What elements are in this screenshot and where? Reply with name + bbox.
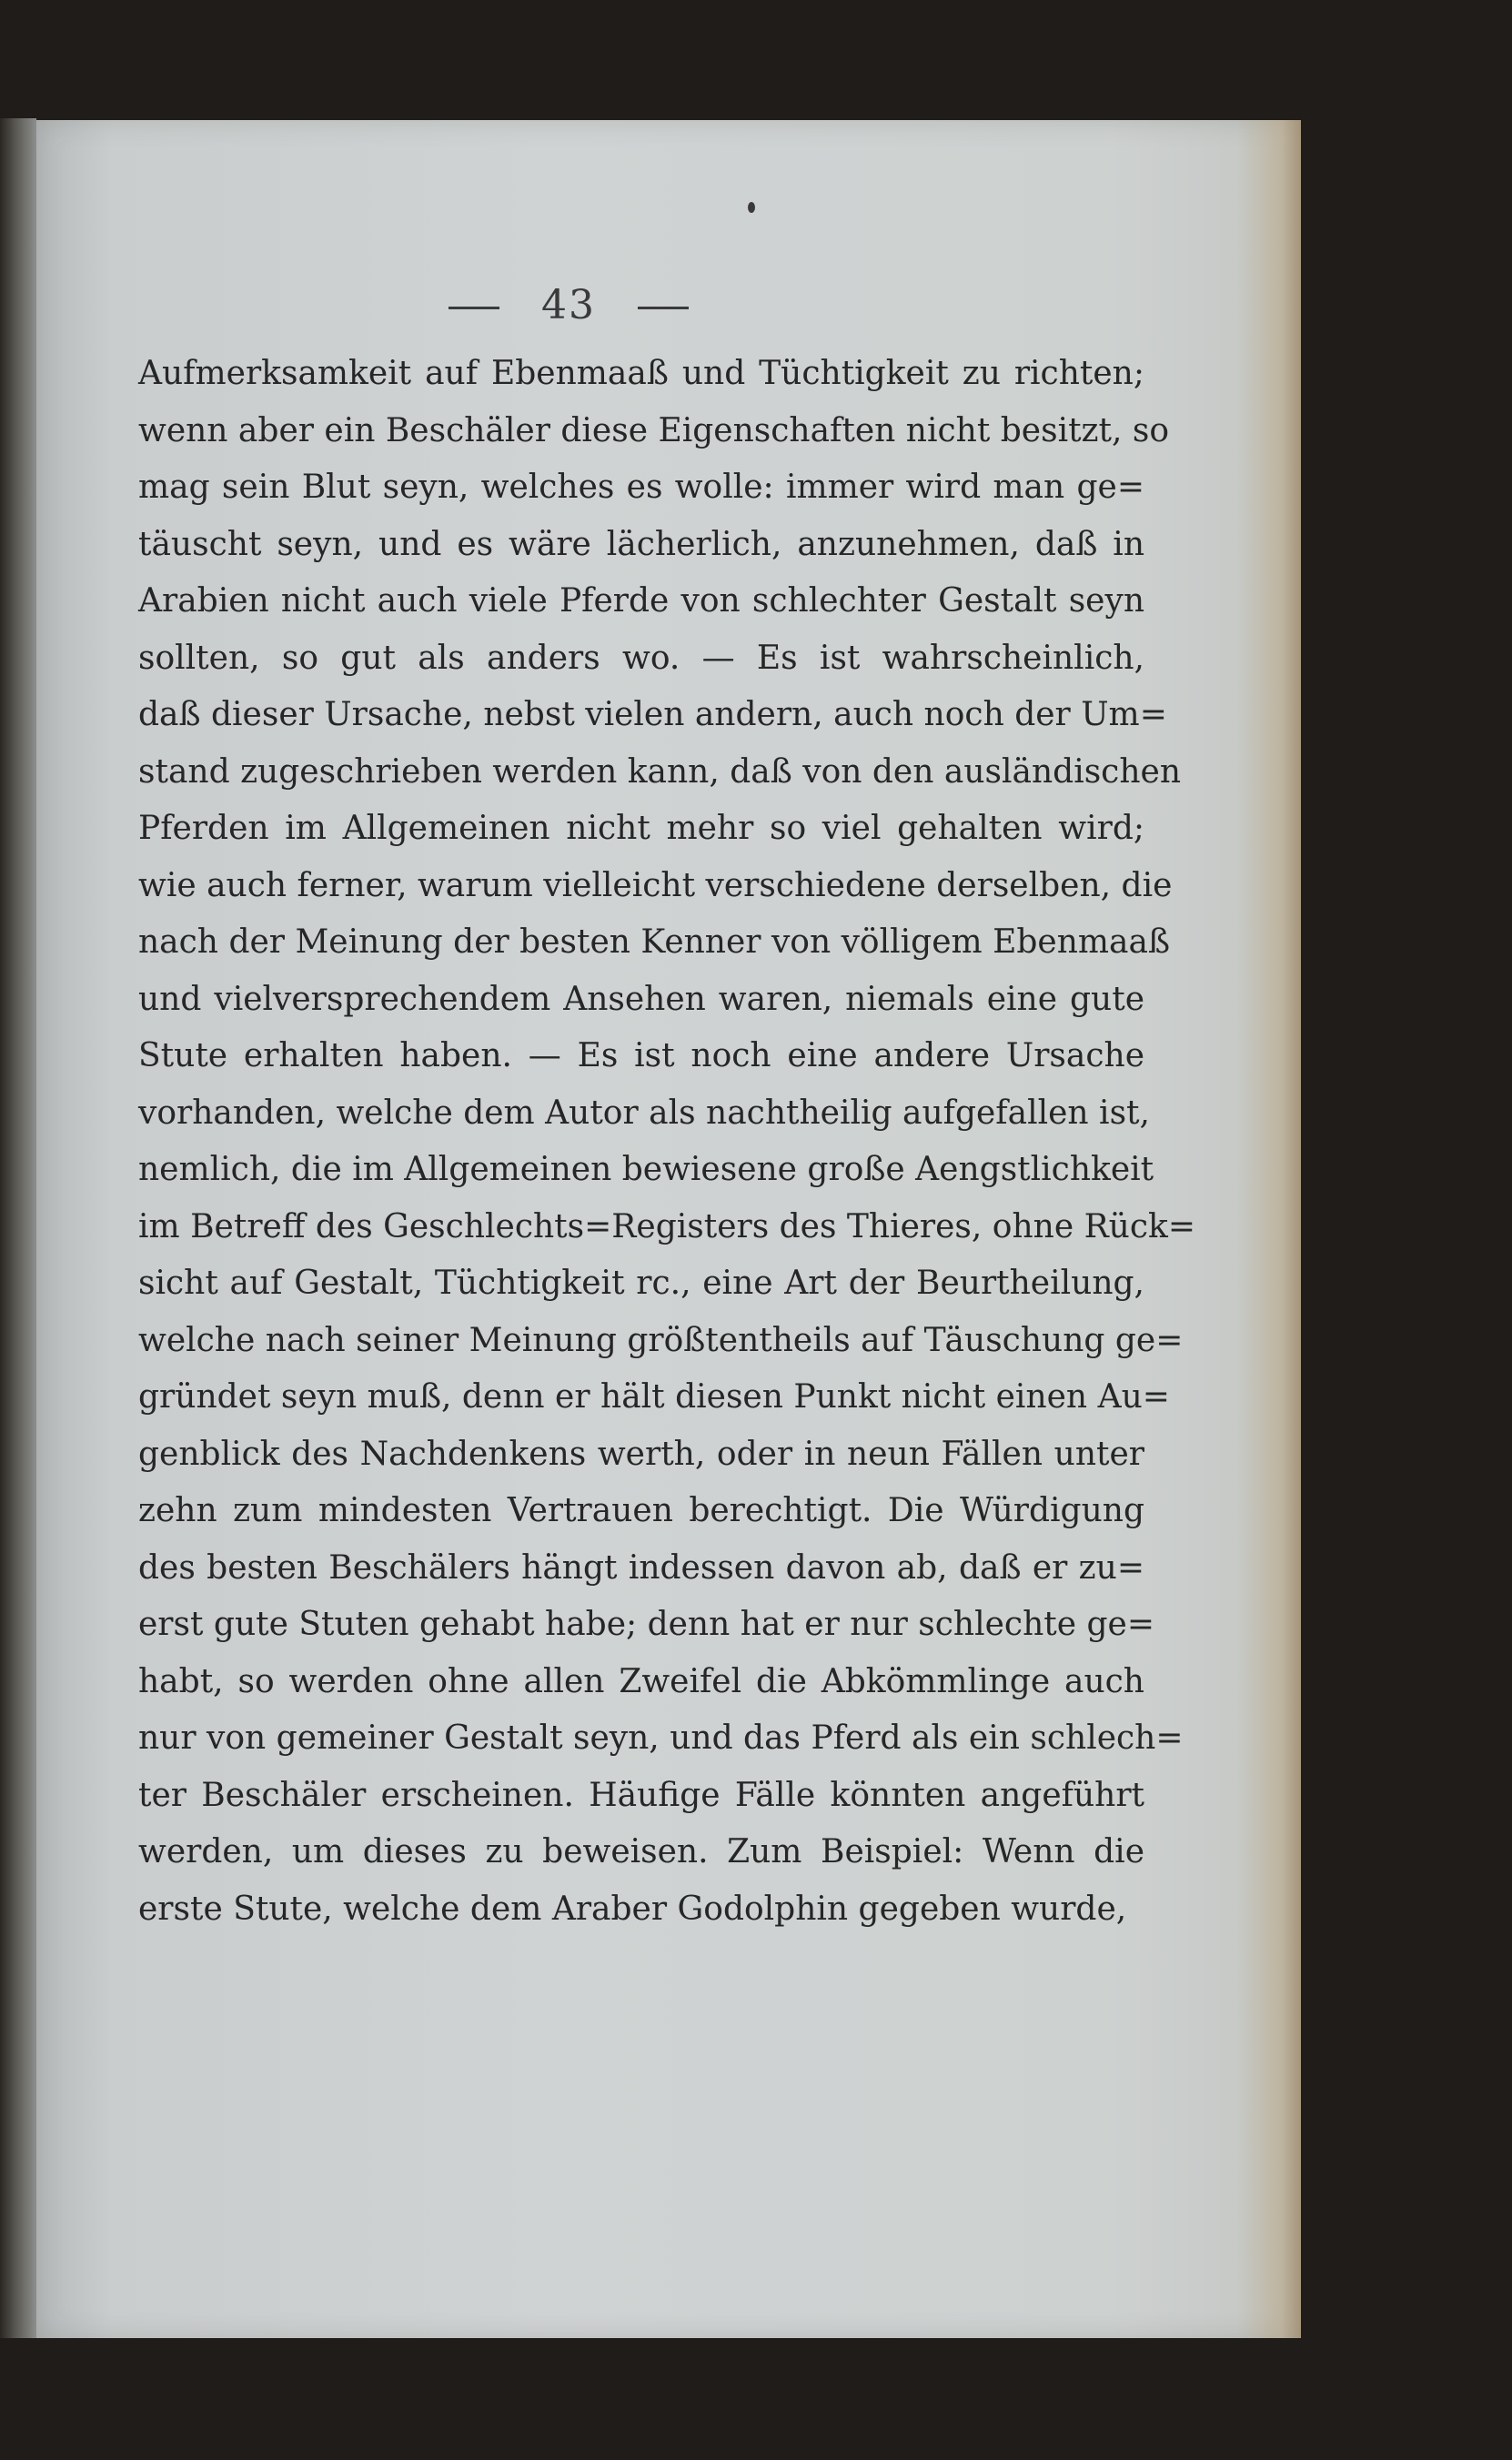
text-line: wie auch ferner, warum vielleicht verschiedene derselben, die: [138, 866, 1173, 904]
text-line: vorhanden, welche dem Autor als nachtheilig aufgefallen ist,: [138, 1094, 1150, 1132]
body-text: [138, 346, 1196, 1938]
text-line: zehn zum mindesten Vertrauen berechtigt. Die Würdigung: [138, 1492, 1144, 1529]
text-line: werden, um dieses zu beweisen. Zum Beispiel: Wenn die: [138, 1833, 1144, 1870]
text-line: habt, so werden ohne allen Zweifel die Abkömmlinge auch: [138, 1662, 1144, 1700]
text-line: Stute erhalten haben. — Es ist noch eine andere Ursache: [138, 1037, 1144, 1074]
text-line: ter Beschäler erscheinen. Häufige Fälle könnten angeführt: [138, 1776, 1144, 1814]
text-line: nemlich, die im Allgemeinen bewiesene große Aengstlichkeit: [138, 1151, 1154, 1188]
text-line: daß dieser Ursache, nebst vielen andern, auch noch der Um=: [138, 696, 1167, 733]
text-line: nur von gemeiner Gestalt seyn, und das Pferd als ein schlech=: [138, 1719, 1184, 1757]
left-page-edge: [0, 118, 36, 2338]
header-dash-right: [638, 307, 689, 309]
text-line: sicht auf Gestalt, Tüchtigkeit rc., eine Art der Beurtheilung,: [138, 1265, 1144, 1302]
text-line: gründet seyn muß, denn er hält diesen Punkt nicht einen Au=: [138, 1378, 1170, 1416]
text-line: stand zugeschrieben werden kann, daß von den ausländischen: [138, 752, 1182, 791]
text-line: Arabien nicht auch viele Pferde von schlechter Gestalt seyn: [138, 582, 1144, 620]
text-line: des besten Beschälers hängt indessen davon ab, daß er zu=: [138, 1548, 1144, 1587]
text-line: wenn aber ein Beschäler diese Eigenschaften nicht besitzt, so: [138, 411, 1170, 449]
text-line: Pferden im Allgemeinen nicht mehr so viel gehalten wird;: [138, 810, 1144, 847]
page-fore-edge: [1237, 120, 1301, 2338]
ink-spot: [748, 202, 755, 213]
text-line: im Betreff des Geschlechts=Registers des Thieres, ohne Rück=: [138, 1207, 1196, 1245]
text-line: nach der Meinung der besten Kenner von völligem Ebenmaaß: [138, 923, 1170, 961]
page-number: 43: [541, 282, 596, 328]
text-line: welche nach seiner Meinung größtentheils auf Täuschung ge=: [138, 1321, 1184, 1359]
text-line: erste Stute, welche dem Araber Godolphin gegeben wurde,: [138, 1890, 1127, 1928]
text-line: und vielversprechendem Ansehen waren, niemals eine gute: [138, 980, 1144, 1018]
text-line: täuscht seyn, und es wäre lächerlich, anzunehmen, daß in: [138, 525, 1144, 563]
page-header: [64, 282, 1074, 328]
book-page: [36, 120, 1301, 2338]
header-dash-left: [449, 307, 499, 309]
text-line: mag sein Blut seyn, welches es wolle: immer wird man ge=: [138, 469, 1144, 506]
text-line: erst gute Stuten gehabt habe; denn hat er nur schlechte ge=: [138, 1606, 1155, 1643]
text-line: genblick des Nachdenkens werth, oder in neun Fällen unter: [138, 1435, 1144, 1473]
text-line: sollten, so gut als anders wo. — Es ist wahrscheinlich,: [138, 639, 1144, 677]
text-line: Aufmerksamkeit auf Ebenmaaß und Tüchtigkeit zu richten;: [138, 355, 1144, 392]
